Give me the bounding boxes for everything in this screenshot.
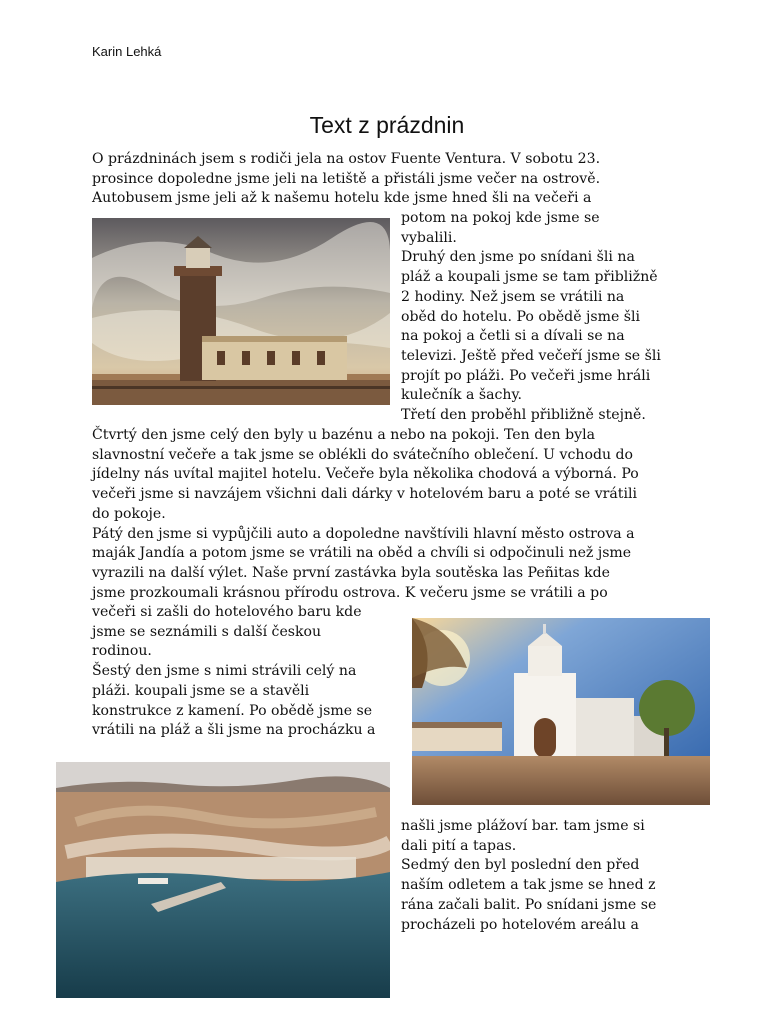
text-line: projít po pláži. Po večeři jsme hráli xyxy=(401,367,651,384)
text-line: konstrukce z kamení. Po obědě jsme se xyxy=(92,702,373,719)
church-photo xyxy=(412,618,710,805)
text-line: maják Jandía a potom jsme se vrátili na oběd a chvíli si odpočinuli než jsme xyxy=(92,545,632,562)
text-line: naším odletem a tak jsme se hned z xyxy=(401,877,656,894)
text-line: do pokoje. xyxy=(92,505,166,522)
paragraph-block-1 xyxy=(92,150,600,209)
text-line: rodinou. xyxy=(92,643,152,660)
text-line: pláži. koupali jsme se a stavěli xyxy=(92,682,310,699)
text-line: Šestý den jsme s nimi strávili celý na xyxy=(92,663,357,680)
text-line: Čtvrtý den jsme celý den byly u bazénu a nebo na pokoji. Ten den byla xyxy=(92,427,596,443)
lighthouse-photo xyxy=(92,218,390,405)
text-line: pláž a koupali jsme se tam přibližně xyxy=(401,269,658,286)
text-line: Sedmý den byl poslední den před xyxy=(401,857,640,874)
text-line: Pátý den jsme si vypůjčili auto a dopoledne navštívili hlavní město ostrova a xyxy=(92,525,635,542)
text-line: na pokoj a četli si a dívali se na xyxy=(401,328,625,345)
text-line: našli jsme plážoví bar. tam jsme si xyxy=(401,818,645,834)
text-line: Třetí den proběhl přibližně stejně. xyxy=(401,407,646,424)
text-line: procházeli po hotelovém areálu a xyxy=(401,916,639,933)
aerial-coast-photo xyxy=(56,762,390,998)
text-line: slavnostní večeře a tak jsme se oblékli do svátečního oblečení. U vchodu do xyxy=(92,446,634,463)
text-line: jsme se seznámili s další českou xyxy=(92,623,322,640)
text-line: rána začali balit. Po snídani jsme se xyxy=(401,896,657,913)
text-line: 2 hodiny. Než jsem se vrátili na xyxy=(401,288,625,305)
page-title: Text z prázdnin xyxy=(309,112,465,138)
text-line: vyrazili na další výlet. Naše první zastávka byla soutěska las Peñitas kde xyxy=(92,564,610,581)
paragraph-block-3 xyxy=(92,426,639,603)
text-line: vybalili. xyxy=(401,229,457,246)
paragraph-block-5 xyxy=(401,817,656,935)
paragraph-block-4 xyxy=(92,603,375,741)
text-line: večeři si zašli do hotelového baru kde xyxy=(92,604,362,620)
text-line: prosince dopoledne jsme jeli na letiště a přistáli jsme večer na ostrově. xyxy=(92,170,601,187)
author-name: Karin Lehká xyxy=(92,44,162,59)
text-line: vrátili na pláž a šli jsme na procházku a xyxy=(92,722,376,739)
text-line: Druhý den jsme po snídani šli na xyxy=(401,249,635,266)
text-line: dali pití a tapas. xyxy=(401,837,517,854)
text-line: kulečník a šachy. xyxy=(401,387,523,404)
text-line: televizi. Ještě před večeří jsme se šli xyxy=(401,347,661,364)
text-line: večeři jsme si navzájem všichni dali dárky v hotelovém baru a poté se vrátili xyxy=(92,486,637,503)
text-line: oběd do hotelu. Po obědě jsme šli xyxy=(401,308,641,325)
text-line: Autobusem jsme jeli až k našemu hotelu kde jsme hned šli na večeři a xyxy=(92,190,592,207)
text-line: potom na pokoj kde jsme se xyxy=(401,210,600,226)
text-line: O prázdninách jsem s rodiči jela na ostov Fuente Ventura. V sobotu 23. xyxy=(92,151,601,167)
text-line: jsme prozkoumali krásnou přírodu ostrova. K večeru jsme se vrátili a po xyxy=(92,584,608,601)
paragraph-block-2 xyxy=(401,209,661,426)
text-line: jídelny nás uvítal majitel hotelu. Večeře byla několika chodová a výborná. Po xyxy=(92,466,639,483)
